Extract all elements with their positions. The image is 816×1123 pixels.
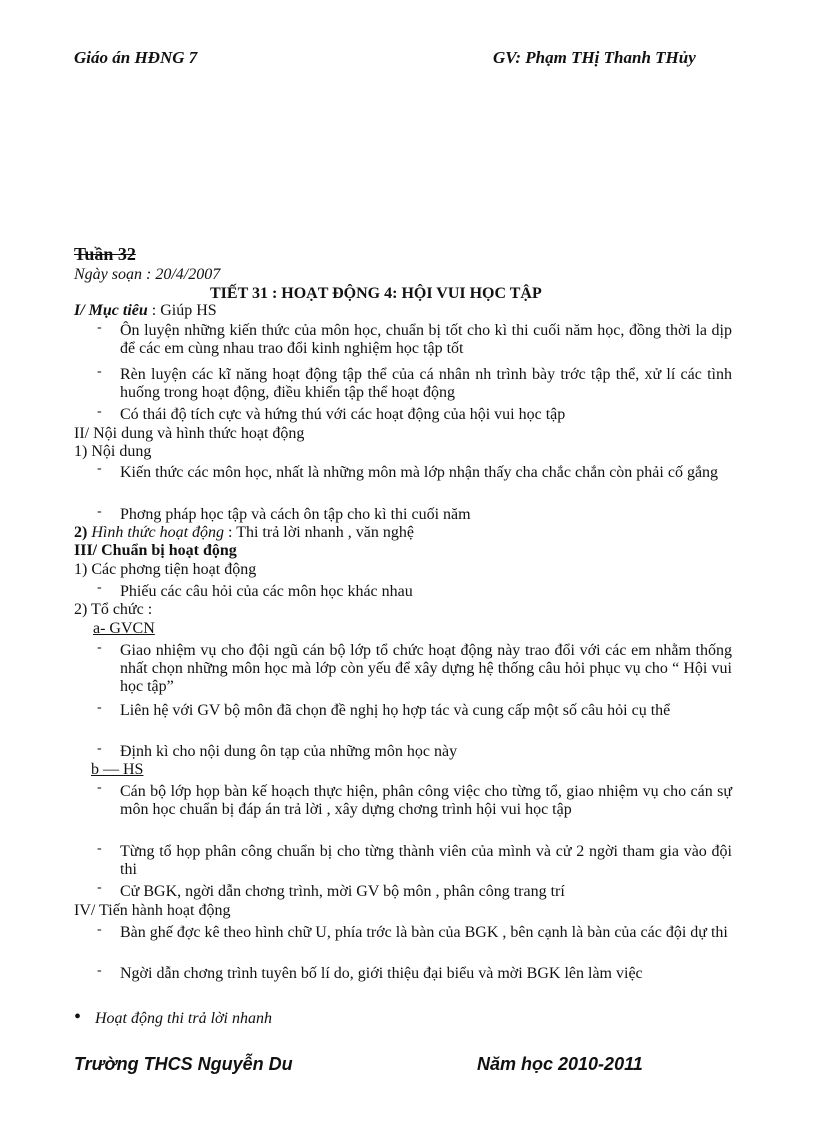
section-3-heading: III/ Chuẩn bị hoạt động [74,542,237,559]
section-2-heading: II/ Nội dung và hình thức hoạt động [74,425,305,442]
bullet-dash: - [97,963,102,978]
list-item: Kiến thức các môn học, nhất là những môn mà lớp nhận thấy cha chắc chắn còn phải cố gắng [120,464,719,481]
bullet-dash: - [97,640,102,655]
bullet-dot-icon: • [74,1006,82,1028]
list-item: Từng tổ họp phân công chuẩn bị cho từng thành viên của mình và cử 2 ngời tham gia vào đội thi [120,843,732,878]
section-2-sub1: 1) Nội dung [74,443,152,460]
section-2-sub2-num: 2) [74,524,92,541]
bullet-dash: - [97,741,102,756]
lesson-title: TIẾT 31 : HOẠT ĐỘNG 4: HỘI VUI HỌC TẬP [210,285,542,302]
bullet-dash: - [97,504,102,519]
list-item: Bàn ghế đợc kê theo hình chữ U, phía trớc là bàn của BGK , bên cạnh là bàn của các đội dự thi [120,924,728,941]
list-item: Giao nhiệm vụ cho đội ngũ cán bộ lớp tổ chức hoạt động này trao đổi với các em nhằm thống nhất chọn những môn học mà lớp còn yếu để xây dựng hệ thống câu hỏi phục vụ cho “ Hội vui học tập” [120,642,732,695]
bullet-dash: - [97,780,102,795]
bullet-dash: - [97,880,102,895]
section-1-rest: : Giúp HS [147,302,217,319]
bullet-dash: - [97,461,102,476]
list-item: Rèn luyện các kĩ năng hoạt động tập thể của cá nhân nh trình bày trớc tập thể, xử lí các tình huống trong hoạt động, điều khiển tập thể hoạt động [120,366,732,401]
footer-school: Trường THCS Nguyễn Du [74,1054,293,1074]
bullet-dash: - [97,364,102,379]
section-2-sub2-label: Hình thức hoạt động [91,524,225,541]
sub-label-a: a- GVCN [93,620,155,637]
list-item: Có thái độ tích cực và hứng thú với các hoạt động của hội vui học tập [120,406,566,423]
bullet-dash: - [97,404,102,419]
section-2-sub2 [74,524,414,542]
prep-date: Ngày soạn : 20/4/2007 [74,266,221,283]
section-1-heading [74,302,217,320]
bullet-dash: - [97,700,102,715]
bullet-dash: - [97,580,102,595]
section-3-sub2: 2) Tổ chức : [74,601,153,618]
list-item: Ôn luyện những kiến thức của môn học, chuẩn bị tốt cho kì thi cuối năm học, đồng thời la dịp để các em cùng nhau trao đổi kinh nghiệm học tập tốt [120,322,732,357]
bullet-dash: - [97,320,102,335]
bullet-dash: - [97,841,102,856]
list-item: Cử BGK, ngời dẫn chơng trình, mời GV bộ môn , phân công trang trí [120,883,565,900]
section-1-label: I/ Mục tiêu [74,302,148,319]
list-item: Ngời dẫn chơng trình tuyên bố lí do, giới thiệu đại biểu và mời BGK lên làm việc [120,965,643,982]
list-item: Liên hệ với GV bộ môn đã chọn đề nghị họ hợp tác và cung cấp một số câu hỏi cụ thể [120,702,671,719]
week-label: Tuần 32 [74,244,136,264]
header-subject: Giáo án HĐNG 7 [74,48,198,67]
list-item: Phiếu các câu hỏi của các môn học khác nhau [120,583,413,600]
header-teacher: GV: Phạm THị Thanh THủy [493,48,696,67]
section-3-sub1: 1) Các phơng tiện hoạt động [74,561,257,578]
sub-label-b: b — HS [91,761,144,778]
section-2-sub2-rest: : Thi trả lời nhanh , văn nghệ [224,524,414,541]
footer-year: Năm học 2010-2011 [477,1054,643,1074]
activity-item: Hoạt động thi trả lời nhanh [95,1010,272,1027]
bullet-dash: - [97,922,102,937]
list-item: Phơng pháp học tập và cách ôn tập cho kì thi cuối năm [120,506,471,523]
list-item: Định kì cho nội dung ôn tạp của những môn học này [120,743,458,760]
list-item: Cán bộ lớp họp bàn kế hoạch thực hiện, phân công việc cho từng tổ, giao nhiệm vụ cho cán sự môn học chuẩn bị đáp án trả lời , xây dựng chơng trình hội vui học tập [120,783,732,818]
section-4-heading: IV/ Tiến hành hoạt động [74,902,231,919]
